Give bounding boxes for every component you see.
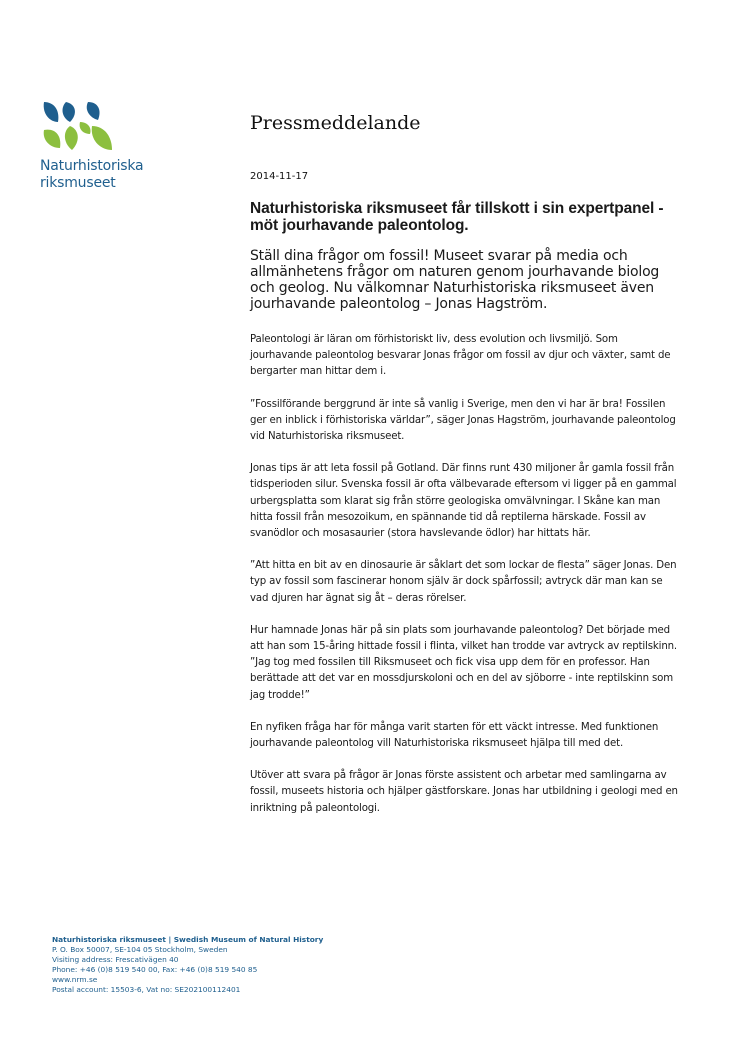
logo-name-line2: riksmuseet — [40, 175, 116, 191]
body-paragraph-3: Jonas tips är att leta fossil på Gotland. Där finns runt 430 miljoner år gamla fossil från tidsperioden silur. Svenska fossil är ofta välbevarade eftersom vi ligger på en gammal urbergsplatta som klarat sig från större geologiska omvälvningar. I Skåne kan man hitta fossil från mesozoikum, en spännande tid då reptilerna härskade. Fossil av svanödlor och mosasaurier (stora havslevande ödlor) har hittats här. — [250, 463, 677, 540]
lead-paragraph: Ställ dina frågor om fossil! Museet svarar på media och allmänhetens frågor om naturen genom jourhavande biolog och geolog. Nu välkomnar Naturhistoriska riksmuseet även jourhavande paleontolog – Jonas Hagström. — [250, 248, 660, 312]
logo-name-line1: Naturhistoriska — [40, 158, 144, 174]
body-paragraph-2: ”Fossilförande berggrund är inte så vanlig i Sverige, men den vi har är bra! Fossilen ger en inblick i förhistoriska världar”, säger Jonas Hagström, jourhavande paleontolog vid Naturhistoriska riksmuseet. — [250, 398, 676, 443]
footer-postal-account: Postal account: 15503-6, Vat no: SE202100112401 — [52, 985, 241, 994]
footer-postal-address: P. O. Box 50007, SE-104 05 Stockholm, Sweden — [52, 945, 228, 954]
museum-logo — [40, 100, 180, 192]
logo-mark-icon — [40, 100, 116, 152]
body-paragraph-4: ”Att hitta en bit av en dinosaurie är såklart det som lockar de flesta” säger Jonas. Den typ av fossil som fascinerar honom själv är dock spårfossil; avtryck där man kan se vad djuren har ägnat sig åt – deras rörelser. — [250, 560, 677, 604]
footer-phone-fax: Phone: +46 (0)8 519 540 00, Fax: +46 (0)8 519 540 85 — [52, 965, 258, 974]
body-paragraph-7: En nyfiken fråga har för många varit starten för ett väckt intresse. Med funktionen jourhavande paleontolog vill Naturhistoriska riksmuseet hjälpa till med det. — [250, 721, 659, 750]
body-paragraph-1: Paleontologi är läran om förhistoriskt liv, dess evolution och livsmiljö. Som jourhavande paleontolog besvarar Jonas frågor om fossil av djur och växter, samt de bergarter man hittar dem i. — [250, 334, 671, 378]
body-paragraph-6: ”Jag tog med fossilen till Riksmuseet och fick visa upp dem för en professor. Han berättade att det var en mossdjurskoloni och en del av sjöborre - inte reptilskinn som jag trodde!” — [250, 657, 674, 701]
logo-name — [40, 158, 180, 192]
body-paragraph-5: Hur hamnade Jonas här på sin plats som jourhavande paleontolog? Det började med att han som 15-åring hittade fossil i flinta, vilket han trodde var avtryck av reptilskinn. — [250, 624, 678, 653]
body-paragraph-8: Utöver att svara på frågor är Jonas förste assistent och arbetar med samlingarna av fossil, museets historia och hjälper gästforskare. Jonas har utbildning i geologi med en inriktning på paleontologi. — [250, 770, 678, 814]
footer-visiting-address: Visiting address: Frescativägen 40 — [52, 955, 179, 964]
release-date: 2014-11-17 — [250, 171, 309, 182]
headline: Naturhistoriska riksmuseet får tillskott i sin expertpanel - möt jourhavande paleontolog. — [250, 200, 664, 234]
document-type-title: Pressmeddelande — [250, 112, 421, 134]
press-release-body — [250, 200, 680, 833]
footer-contact — [52, 935, 323, 995]
footer-title: Naturhistoriska riksmuseet | Swedish Museum of Natural History — [52, 935, 324, 944]
footer-website-link[interactable]: www.nrm.se — [52, 975, 98, 984]
